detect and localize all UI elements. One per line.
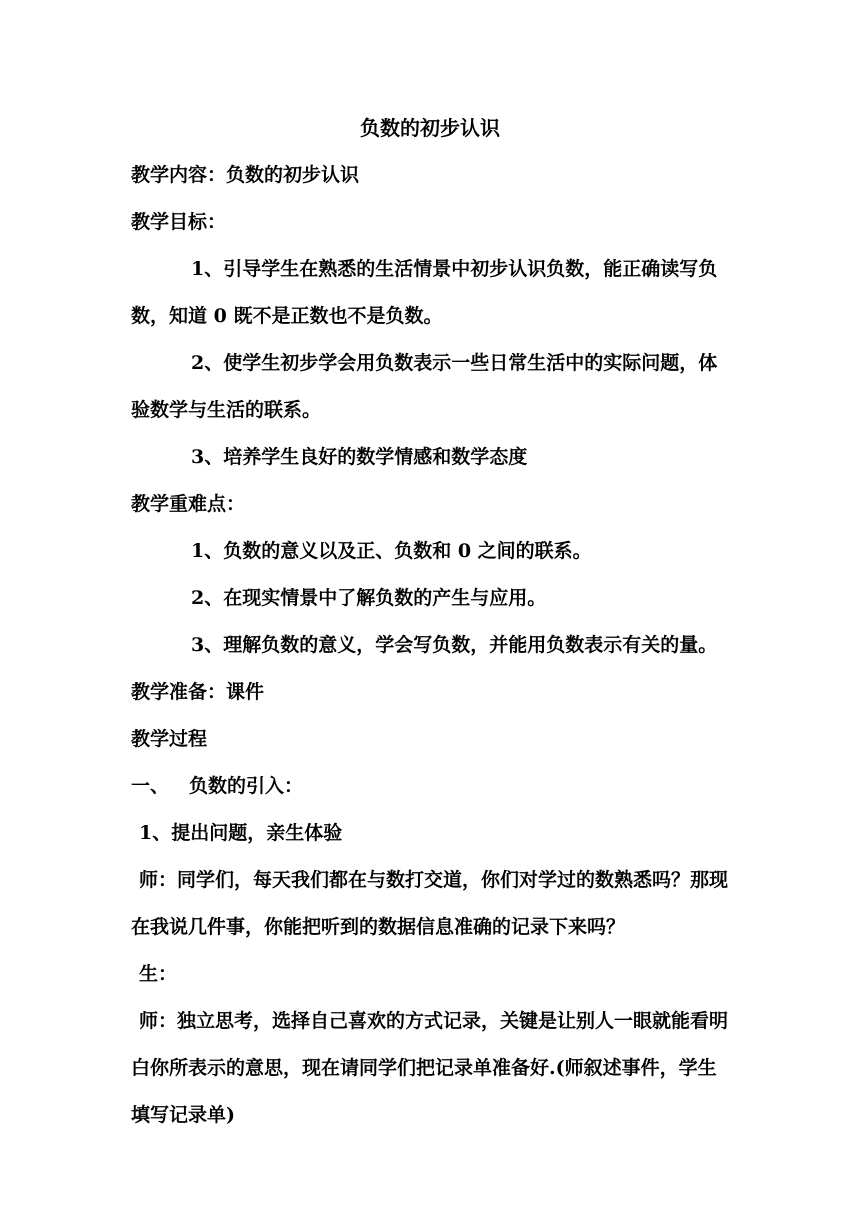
document-title: 负数的初步认识 [360,116,500,140]
step-heading: 1、提出问题，亲生体验 [139,822,343,844]
preparation-line: 教学准备：课件 [131,681,265,703]
keypoints-heading: 教学重难点： [131,493,246,515]
section-heading [131,763,731,810]
keypoint-item: 1、负数的意义以及正、负数和 0 之间的联系。 [191,540,592,562]
content-line: 教学内容：负数的初步认识 [131,164,360,186]
keypoint-item: 3、理解负数的意义，学会写负数，并能用负数表示有关的量。 [191,634,718,656]
dialogue-line: 师：同学们，每天我们都在与数打交道，你们对学过的数熟悉吗？那现在我说几件事，你能把听到的数据信息准确的记录下来吗？ [131,869,729,938]
section-number: 一、 [131,775,170,797]
document-body [131,152,731,1139]
dialogue-line: 生： [139,963,178,985]
process-heading: 教学过程 [131,728,208,750]
objective-item: 1、引导学生在熟悉的生活情景中初步认识负数，能正确读写负数，知道 0 既不是正数也不是负数。 [131,258,718,327]
objectives-heading: 教学目标： [131,211,227,233]
section-label: 负数的引入： [189,775,304,797]
dialogue-line: 师：独立思考，选择自己喜欢的方式记录，关键是让别人一眼就能看明白你所表示的意思，现在请同学们把记录单准备好.(师叙述事件，学生填写记录单) [131,1010,729,1126]
keypoint-item: 2、在现实情景中了解负数的产生与应用。 [191,587,547,609]
objective-item: 2、使学生初步学会用负数表示一些日常生活中的实际问题，体验数学与生活的联系。 [131,352,718,421]
objective-item: 3、培养学生良好的数学情感和数学态度 [191,446,528,468]
